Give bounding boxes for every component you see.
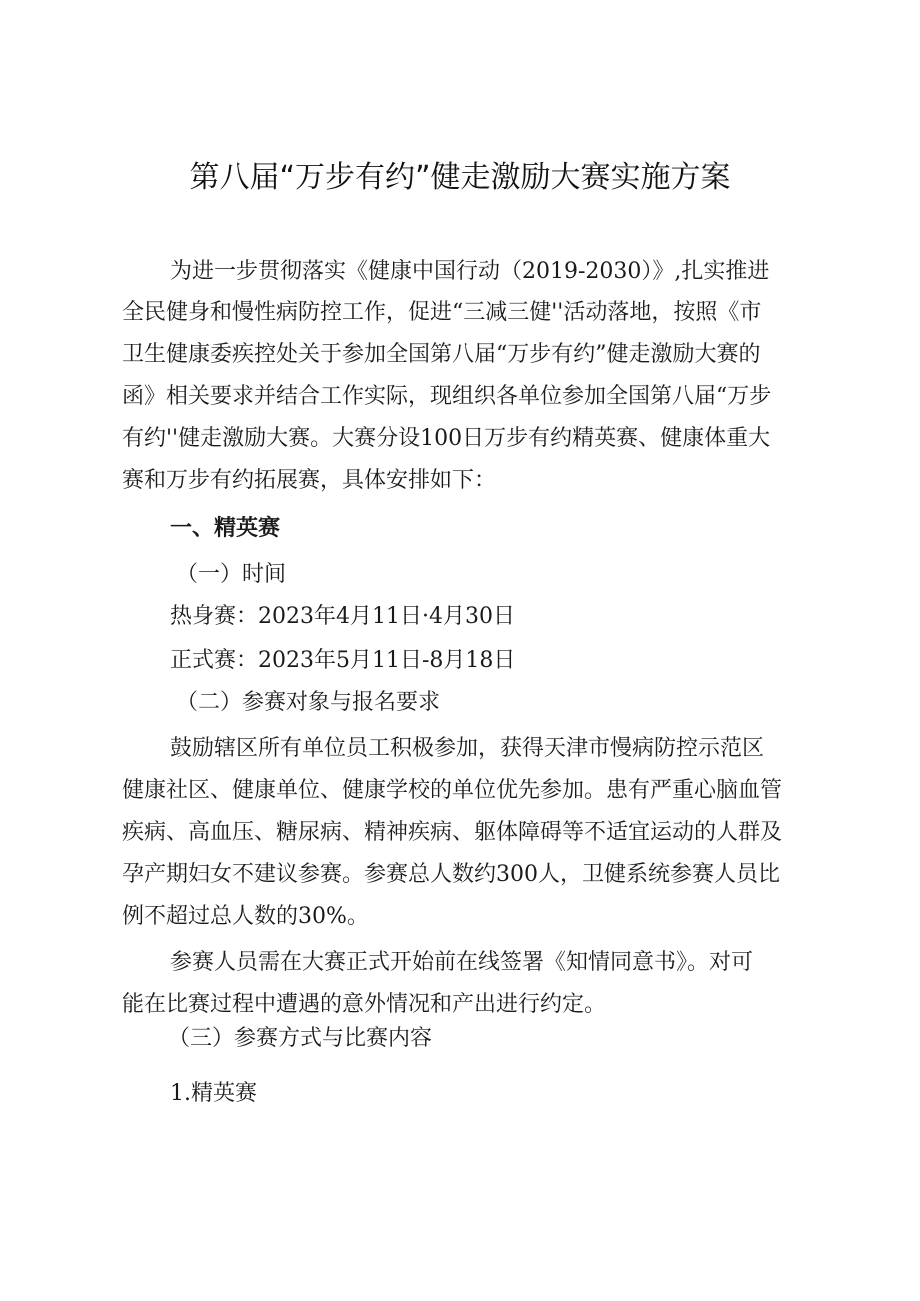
document-title: 第八届“万步有约”健走激励大赛实施方案 <box>189 160 731 195</box>
subheading-participants: （二）参赛对象与报名要求 <box>176 690 441 715</box>
para2-line-3: 疾病、高血压、糖尿病、精神疾病、躯体障碍等不适宜运动的人群及 <box>122 820 783 845</box>
intro-line-3: 卫生健康委疾控处关于参加全国第八届“万步有约”健走激励大赛的 <box>122 342 761 367</box>
para3-line-1: 参赛人员需在大赛正式开始前在线签署《知情同意书》。对可 <box>170 950 754 975</box>
subheading-method: （三）参赛方式与比赛内容 <box>168 1026 433 1051</box>
intro-line-2: 全民健身和慢性病防控工作，促进“三减三健''活动落地，按照《市 <box>122 300 762 325</box>
intro-line-1: 为进一步贯彻落实《健康中国行动（2019-2030）》,扎实推进 <box>170 259 770 284</box>
para2-line-1: 鼓励辖区所有单位员工积极参加，获得天津市慢病防控示范区 <box>170 736 765 761</box>
para3-line-2: 能在比赛过程中遭遇的意外情况和产出进行约定。 <box>122 992 607 1017</box>
section-heading-elite: 一、精英赛 <box>170 516 281 541</box>
intro-line-4: 函》相关要求并结合工作实际，现组织各单位参加全国第八届“万步 <box>122 384 772 409</box>
subheading-time: （一）时间 <box>176 562 287 587</box>
item-elite: 1.精英赛 <box>170 1081 257 1106</box>
formal-dates: 正式赛：2023年5月11日-8月18日 <box>170 648 516 673</box>
para2-line-4: 孕产期妇女不建议参赛。参赛总人数约300人，卫健系统参赛人员比 <box>122 862 780 887</box>
para2-line-2: 健康社区、健康单位、健康学校的单位优先参加。患有严重心脑血管 <box>122 778 783 803</box>
intro-line-5: 有约''健走激励大赛。大赛分设100日万步有约精英赛、健康体重大 <box>122 426 771 451</box>
warmup-dates: 热身赛：2023年4月11日·4月30日 <box>170 604 515 629</box>
intro-line-6: 赛和万步有约拓展赛，具体安排如下： <box>122 468 497 493</box>
para2-line-5: 例不超过总人数的30%。 <box>122 904 369 929</box>
